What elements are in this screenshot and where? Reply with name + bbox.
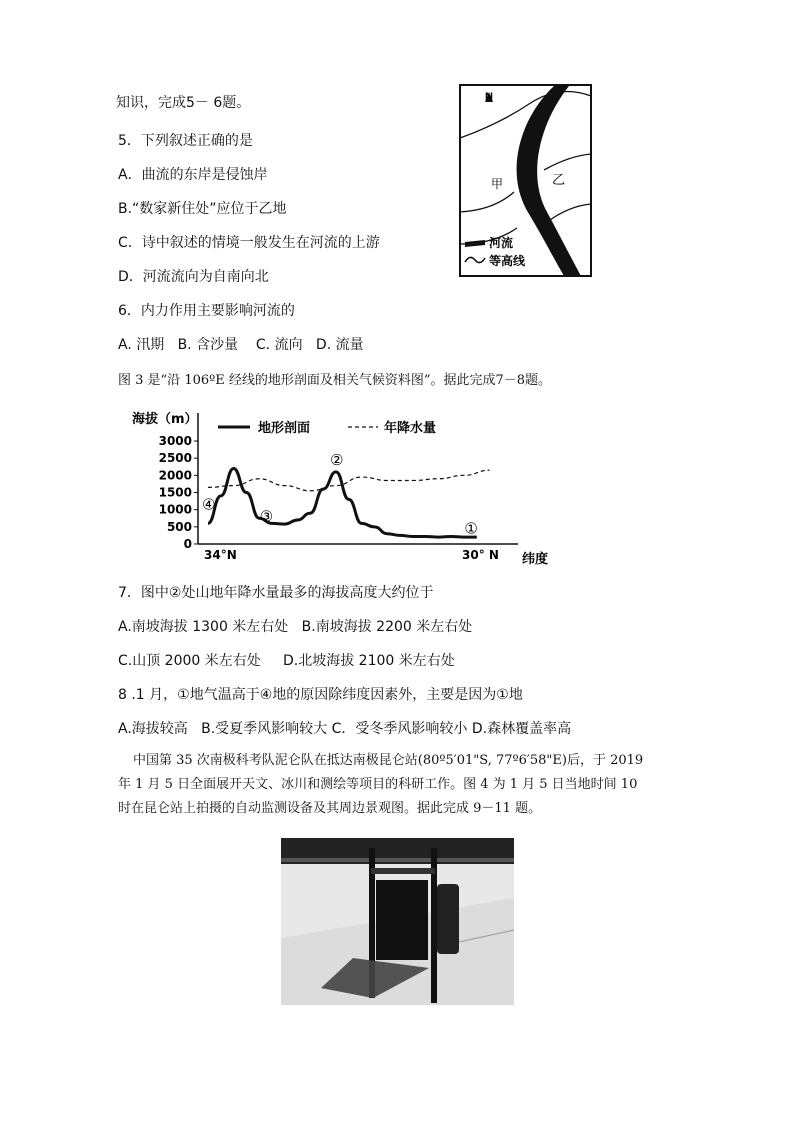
monitoring-equipment-photo [281,838,514,1005]
terrain-profile-chart [128,403,558,568]
y-tick-label: 0 [183,537,192,551]
y-tick-label: 1000 [158,502,192,517]
precipitation-line [208,470,490,491]
marker-2: ② [330,450,344,469]
y-axis-label: 海拔（m） [132,412,198,427]
paragraph-line-3: 时在昆仑站上拍摄的自动监测设备及其周边景观图。据此完成 9－11 题。 [118,801,542,816]
question-6: 6．内力作用主要影响河流的 [118,303,295,319]
y-tick-label: 2500 [158,451,192,466]
legend-precip-label: 年降水量 [384,421,437,436]
paragraph-line-1: 中国第 35 次南极科考队泥仑队在抵达南极昆仑站(80º5′01"S, 77º6′58"E)后，于 2019 [133,753,644,768]
question-7: 7．图中②处山地年降水量最多的海拔高度大约位于 [118,585,434,601]
legend-river-label: 河流 [489,236,514,250]
options-8: A.海拔较高 B.受夏季风影响较大 C．受冬季风影响较小 D.森林覆盖率高 [118,721,572,737]
options-7ab: A.南坡海拔 1300 米左右处 B.南坡海拔 2200 米左右处 [118,619,473,635]
y-tick-label: 500 [166,519,192,534]
marker-4: ④ [202,495,216,514]
river-map [459,84,592,277]
label-yi: 乙 [552,173,566,188]
y-tick-label: 2000 [158,468,192,483]
x-axis-label: 纬度 [522,552,549,567]
label-jia: 甲 [491,177,504,191]
option-5d: D．河流流向为自南向北 [118,269,269,285]
question-8: 8 .1 月，①地气温高于④地的原因除纬度因素外，主要是因为①地 [118,687,523,703]
y-tick-label: 1500 [158,485,192,500]
north-label: N [485,91,493,103]
option-5a: A．曲流的东岸是侵蚀岸 [118,167,268,183]
options-6: A. 汛期 B. 含沙量 C. 流向 D. 流量 [118,337,364,353]
marker-3: ③ [259,507,274,526]
x-tick-34n: 34°N [204,548,237,562]
paragraph-line-2: 年 1 月 5 日全面展开天文、冰川和测绘等项目的科研工作。图 4 为 1 月 5 日当地时间 10 [118,777,638,792]
legend-terrain-label: 地形剖面 [258,421,311,436]
question-5: 5．下列叙述正确的是 [118,133,253,149]
option-5b: B.“数家新住处”应位于乙地 [118,201,287,217]
legend-contour-label: 等高线 [489,254,526,268]
option-5c: C．诗中叙述的情境一般发生在河流的上游 [118,235,380,251]
solar-panel [376,880,428,960]
y-tick-label: 3000 [158,434,192,448]
figure-3-caption: 图 3 是“沿 106ºE 经线的地形剖面及相关气候资料图”。据此完成7－8题。 [118,373,552,388]
intro-line: 知识，完成5－ 6题。 [116,95,251,111]
options-7cd: C.山顶 2000 米左右处 D.北坡海拔 2100 米左右处 [118,653,455,669]
equipment-box [437,884,459,954]
x-tick-30n: 30° N [462,548,499,562]
marker-1: ① [464,519,478,538]
